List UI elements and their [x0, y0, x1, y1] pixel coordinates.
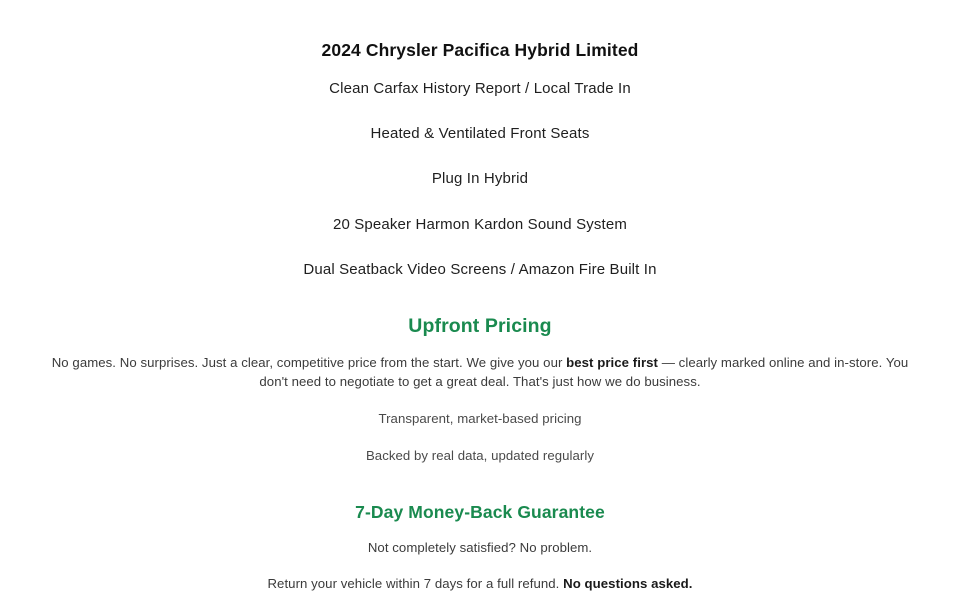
list-item: Heated & Ventilated Front Seats — [370, 124, 590, 142]
list-item: Dual Seatback Video Screens / Amazon Fire Built In — [303, 260, 657, 278]
upfront-pricing-heading: Upfront Pricing — [408, 314, 552, 337]
upfront-pricing-section — [0, 314, 960, 475]
vehicle-highlights-section — [0, 0, 960, 293]
list-item: 20 Speaker Harmon Kardon Sound System — [332, 215, 628, 233]
guarantee-line-refund — [0, 566, 960, 601]
list-item: Clean Carfax History Report / Local Trade In — [329, 79, 631, 97]
money-back-guarantee-section — [0, 502, 960, 601]
vehicle-feature-list — [0, 66, 960, 293]
upfront-pricing-points — [0, 392, 960, 475]
upfront-pricing-description-part2: — clearly marked online and in-store. You don't need to negotiate to get a great deal. That's just how we do business. — [259, 355, 909, 389]
list-item: Plug In Hybrid — [431, 170, 529, 188]
best-price-first-emphasis: best price first — [566, 355, 658, 371]
list-item: Backed by real data, updated regularly — [365, 448, 595, 464]
no-questions-asked-emphasis: No questions asked. — [563, 575, 693, 591]
list-item: Transparent, market-based pricing — [378, 410, 582, 426]
upfront-pricing-description — [51, 354, 909, 391]
upfront-pricing-description-part1: No games. No surprises. Just a clear, competitive price from the start. We give you our — [51, 355, 567, 371]
page-title: 2024 Chrysler Pacifica Hybrid Limited — [321, 40, 639, 60]
guarantee-heading: 7-Day Money-Back Guarantee — [355, 501, 605, 522]
guarantee-line-satisfaction: Not completely satisfied? No problem. — [367, 540, 593, 556]
guarantee-line-refund-part1: Return your vehicle within 7 days for a full refund. — [267, 575, 564, 591]
